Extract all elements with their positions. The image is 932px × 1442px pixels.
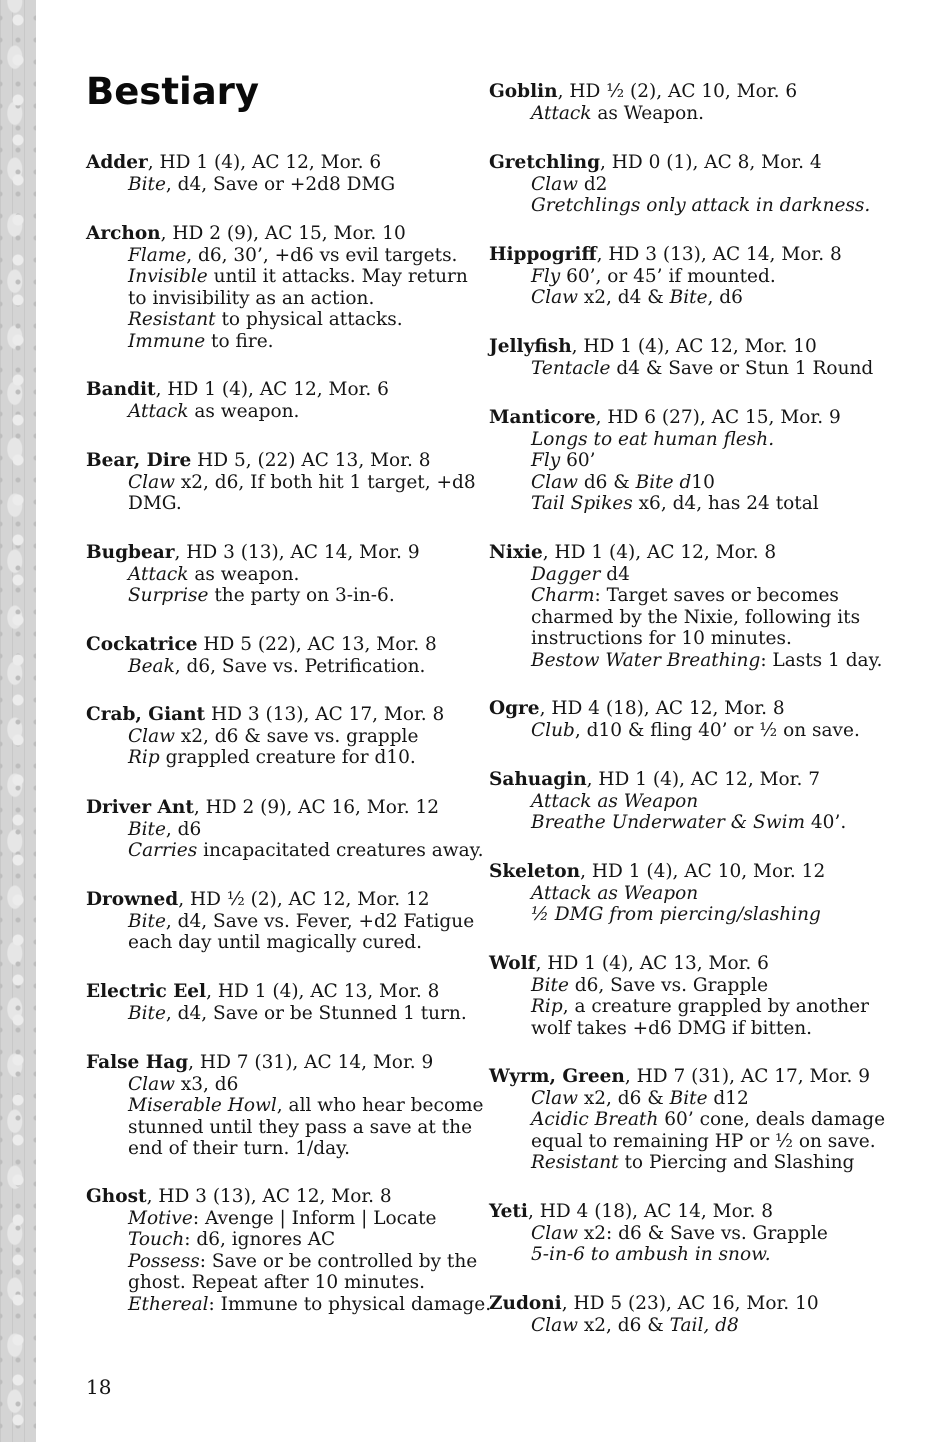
ability-name: Bite bbox=[669, 1087, 708, 1109]
ability-name: Fly bbox=[531, 265, 561, 287]
ability-line bbox=[489, 1244, 828, 1266]
creature-name: Bugbear bbox=[86, 542, 175, 563]
bestiary-entry bbox=[489, 152, 870, 217]
ability-name: Miserable Howl bbox=[128, 1095, 277, 1116]
ability-line bbox=[489, 975, 869, 997]
creature-stats: , HD 4 (18), AC 14, Mor. 8 bbox=[527, 1201, 774, 1222]
ability-name: Claw bbox=[531, 287, 578, 308]
ability-name: Bite bbox=[669, 287, 708, 308]
ability-text: each day until magically cured. bbox=[128, 932, 422, 953]
entry-heading bbox=[489, 861, 825, 883]
entry-heading bbox=[489, 698, 860, 720]
ability-text: as weapon. bbox=[188, 400, 300, 422]
ability-name: Breathe Underwater & Swim bbox=[531, 812, 806, 833]
ability-name: Bite bbox=[531, 974, 569, 996]
ability-name: Claw bbox=[531, 471, 578, 493]
ability-text: , d4, Save or be Stunned 1 turn. bbox=[165, 1002, 467, 1024]
ability-name: Attack bbox=[128, 400, 189, 422]
creature-stats: , HD 3 (13), AC 12, Mor. 8 bbox=[146, 1186, 392, 1207]
ability-text: x2, d6 & save vs. grapple bbox=[174, 725, 419, 747]
bestiary-entry bbox=[86, 223, 468, 352]
creature-name: Manticore bbox=[489, 407, 596, 428]
ability-line bbox=[86, 331, 468, 353]
ability-text: d4 bbox=[600, 563, 630, 585]
entry-heading bbox=[489, 152, 870, 174]
ability-name: Bite d bbox=[635, 471, 692, 493]
ability-text: d6 & bbox=[577, 471, 636, 493]
entry-heading bbox=[489, 769, 846, 791]
ability-name: Attack as Weapon bbox=[531, 882, 699, 904]
creature-stats: , HD 1 (4), AC 13, Mor. 6 bbox=[535, 953, 769, 974]
creature-stats: , HD 2 (9), AC 15, Mor. 10 bbox=[160, 223, 406, 244]
ability-name: Rip bbox=[128, 747, 160, 768]
creature-name: Goblin bbox=[489, 81, 558, 102]
ability-text: until it attacks. May return bbox=[207, 266, 468, 287]
ability-line bbox=[489, 1131, 885, 1153]
creature-name: False Hag bbox=[86, 1052, 189, 1073]
bestiary-entry bbox=[489, 861, 825, 926]
ability-text: to Piercing and Slashing bbox=[618, 1152, 855, 1173]
entry-heading bbox=[86, 981, 467, 1003]
ability-line bbox=[489, 996, 869, 1018]
ability-text: to invisibility as an action. bbox=[128, 287, 375, 309]
ability-text: d6, Save vs. Grapple bbox=[568, 974, 769, 996]
creature-name: Bandit bbox=[86, 379, 156, 400]
creature-stats: , HD 3 (13), AC 14, Mor. 8 bbox=[596, 244, 842, 265]
ability-text: ghost. Repeat after 10 minutes. bbox=[128, 1272, 426, 1293]
page-number: 18 bbox=[86, 1375, 112, 1399]
ability-line bbox=[489, 720, 860, 742]
ability-name: Bite bbox=[128, 173, 166, 195]
ability-name: Acidic Breath bbox=[531, 1109, 659, 1130]
creature-name: Adder bbox=[86, 152, 148, 173]
ability-text: 60’ bbox=[560, 450, 596, 471]
creature-stats: , HD 1 (4), AC 12, Mor. 6 bbox=[147, 152, 382, 173]
creature-stats: , HD ½ (2), AC 12, Mor. 12 bbox=[178, 889, 430, 910]
bestiary-entry bbox=[86, 797, 484, 862]
ability-text: : Target saves or becomes bbox=[594, 585, 839, 606]
ability-name: Bite bbox=[128, 1002, 166, 1024]
creature-name: Yeti bbox=[489, 1201, 528, 1222]
creature-name: Electric Eel bbox=[86, 981, 207, 1002]
ability-text: d12 bbox=[707, 1087, 749, 1109]
ability-text: , d6, 30’, +d6 vs evil targets. bbox=[186, 244, 458, 266]
ability-line bbox=[86, 932, 474, 954]
entry-heading bbox=[86, 152, 395, 174]
creature-name: Driver Ant bbox=[86, 797, 194, 818]
bestiary-entry bbox=[86, 889, 474, 954]
ability-text: to fire. bbox=[205, 330, 274, 352]
ability-text: x2, d4 & bbox=[577, 287, 670, 308]
ability-line bbox=[489, 564, 882, 586]
ability-text: : Lasts 1 day. bbox=[760, 649, 883, 671]
ability-name: Charm bbox=[531, 585, 595, 606]
creature-name: Ghost bbox=[86, 1186, 147, 1207]
bestiary-entry bbox=[489, 1201, 828, 1266]
bestiary-entry bbox=[489, 244, 842, 309]
entry-heading bbox=[489, 1201, 828, 1223]
bestiary-entry bbox=[489, 769, 846, 834]
ability-line bbox=[489, 904, 825, 926]
ability-text: the party on 3-in-6. bbox=[208, 585, 395, 606]
ability-line bbox=[489, 812, 846, 834]
ability-name: Bite bbox=[128, 818, 166, 840]
ability-name: Flame bbox=[128, 244, 187, 266]
bestiary-entry bbox=[489, 81, 797, 124]
ability-text: incapacitated creatures away. bbox=[197, 840, 484, 861]
ability-text: to physical attacks. bbox=[215, 309, 403, 330]
ability-text: grappled creature for d10. bbox=[159, 747, 416, 768]
ability-name: ½ DMG from piercing/slashing bbox=[531, 904, 821, 925]
ability-line bbox=[489, 1109, 885, 1131]
entry-heading bbox=[489, 1293, 819, 1315]
ability-line bbox=[86, 819, 484, 841]
ability-text: wolf takes +d6 DMG if bitten. bbox=[531, 1017, 813, 1039]
ability-line bbox=[86, 1117, 483, 1139]
ability-line bbox=[86, 747, 444, 769]
creature-name: Jellyfish bbox=[489, 336, 572, 357]
entry-heading bbox=[86, 634, 437, 656]
ability-line bbox=[86, 840, 484, 862]
ability-name: Touch bbox=[128, 1229, 185, 1250]
ability-line bbox=[86, 1294, 491, 1316]
ability-text: instructions for 10 minutes. bbox=[531, 628, 792, 649]
ability-name: Claw bbox=[128, 471, 175, 493]
ability-text: x3, d6 bbox=[174, 1073, 239, 1095]
ability-text: end of their turn. 1/day. bbox=[128, 1138, 351, 1159]
entry-heading bbox=[86, 797, 484, 819]
ability-line bbox=[489, 1152, 885, 1174]
ability-line bbox=[489, 266, 842, 288]
ability-line bbox=[489, 1315, 819, 1337]
creature-stats: , HD 1 (4), AC 10, Mor. 12 bbox=[580, 861, 826, 882]
bestiary-entry bbox=[86, 634, 437, 677]
creature-stats: , HD 1 (4), AC 12, Mor. 10 bbox=[571, 336, 817, 357]
ability-text: , all who hear become bbox=[276, 1095, 484, 1116]
ability-name: Dagger bbox=[531, 563, 601, 585]
creature-stats: , HD 5 (23), AC 16, Mor. 10 bbox=[561, 1293, 819, 1314]
ability-text: x2, d6 & bbox=[577, 1314, 670, 1336]
entry-heading bbox=[86, 1186, 491, 1208]
ability-text: equal to remaining HP or ½ on save. bbox=[531, 1130, 876, 1152]
ability-line bbox=[489, 585, 882, 607]
ability-line bbox=[86, 1074, 483, 1096]
entry-heading bbox=[86, 223, 468, 245]
ability-name: 5-in-6 to ambush in snow. bbox=[531, 1244, 771, 1265]
creature-name: Wyrm, Green bbox=[489, 1066, 625, 1087]
bestiary-entry bbox=[86, 981, 467, 1024]
ability-line bbox=[489, 1088, 885, 1110]
creature-name: Cockatrice bbox=[86, 634, 198, 655]
decorative-floral-border bbox=[0, 0, 36, 1442]
bestiary-entry bbox=[489, 1066, 885, 1174]
ability-text: : Immune to physical damage. bbox=[208, 1293, 492, 1315]
creature-name: Crab, Giant bbox=[86, 704, 206, 725]
ability-line bbox=[86, 1229, 491, 1251]
creature-stats: , HD 7 (31), AC 17, Mor. 9 bbox=[624, 1066, 870, 1087]
ability-text: 60’, or 45’ if mounted. bbox=[560, 265, 776, 287]
bestiary-entry bbox=[86, 704, 444, 769]
ability-line bbox=[489, 103, 797, 125]
ability-name: Gretchlings only attack in darkness. bbox=[531, 195, 871, 216]
ability-line bbox=[86, 245, 468, 267]
bestiary-entry bbox=[489, 1293, 819, 1336]
ability-line bbox=[489, 493, 841, 515]
ability-line bbox=[86, 1251, 491, 1273]
ability-line bbox=[86, 493, 476, 515]
ability-name: Club bbox=[531, 719, 575, 741]
creature-stats: , HD ½ (2), AC 10, Mor. 6 bbox=[557, 81, 798, 102]
ability-line bbox=[86, 401, 389, 423]
ability-line bbox=[86, 1003, 467, 1025]
creature-stats: , HD 4 (18), AC 12, Mor. 8 bbox=[539, 698, 785, 719]
ability-line bbox=[86, 1208, 491, 1230]
entry-heading bbox=[489, 1066, 885, 1088]
ability-text: 40’. bbox=[805, 812, 847, 833]
ability-name: Bite bbox=[128, 910, 166, 932]
entry-heading bbox=[489, 407, 841, 429]
ability-line bbox=[86, 266, 468, 288]
bestiary-entry bbox=[86, 542, 420, 607]
ability-text: d4 & Save or Stun 1 Round bbox=[610, 357, 874, 379]
ability-line bbox=[489, 174, 870, 196]
entry-heading bbox=[489, 244, 842, 266]
ability-name: Attack bbox=[128, 563, 189, 585]
ability-text: x2, d6 & bbox=[577, 1087, 670, 1109]
ability-line bbox=[86, 309, 468, 331]
ability-line bbox=[489, 358, 873, 380]
ability-line bbox=[86, 1138, 483, 1160]
ability-text: x6, d4, has 24 total bbox=[632, 493, 819, 514]
ability-text: DMG. bbox=[128, 493, 182, 514]
ability-name: Claw bbox=[128, 725, 175, 747]
ability-text: : d6, ignores AC bbox=[184, 1229, 336, 1250]
ability-name: Bestow Water Breathing bbox=[531, 649, 761, 671]
bestiary-entry bbox=[489, 542, 882, 671]
ability-text: d2 bbox=[577, 173, 608, 195]
ability-name: Claw bbox=[531, 1222, 578, 1244]
ability-line bbox=[489, 287, 842, 309]
ability-line bbox=[489, 450, 841, 472]
ability-name: Resistant bbox=[128, 309, 216, 330]
ability-text: , d10 & fling 40’ or ½ on save. bbox=[574, 719, 860, 741]
ability-name: Fly bbox=[531, 450, 561, 471]
entry-heading bbox=[86, 704, 444, 726]
ability-line bbox=[489, 429, 841, 451]
ability-line bbox=[489, 650, 882, 672]
ability-line bbox=[489, 1223, 828, 1245]
ability-line bbox=[86, 585, 420, 607]
bestiary-entry bbox=[86, 379, 389, 422]
creature-stats: , HD 1 (4), AC 12, Mor. 8 bbox=[542, 542, 777, 563]
bestiary-entry bbox=[489, 407, 841, 515]
ability-text: , a creature grappled by another bbox=[562, 996, 869, 1017]
ability-text: 60’ cone, deals damage bbox=[658, 1109, 886, 1130]
entry-heading bbox=[86, 542, 420, 564]
ability-text: : Avenge | Inform | Locate bbox=[192, 1207, 437, 1229]
creature-stats: HD 3 (13), AC 17, Mor. 8 bbox=[205, 704, 445, 725]
entry-heading bbox=[489, 336, 873, 358]
ability-line bbox=[86, 174, 395, 196]
ability-name: Tail, d8 bbox=[669, 1314, 739, 1336]
ability-name: Attack as Weapon bbox=[531, 790, 699, 812]
bestiary-entry bbox=[489, 698, 860, 741]
creature-stats: , HD 3 (13), AC 14, Mor. 9 bbox=[174, 542, 420, 563]
creature-stats: , HD 6 (27), AC 15, Mor. 9 bbox=[595, 407, 841, 428]
ability-name: Resistant bbox=[531, 1152, 619, 1173]
ability-line bbox=[489, 628, 882, 650]
ability-name: Tail Spikes bbox=[531, 493, 633, 514]
creature-name: Skeleton bbox=[489, 861, 581, 882]
ability-name: Carries bbox=[128, 840, 198, 861]
creature-stats: HD 5, (22) AC 13, Mor. 8 bbox=[191, 450, 431, 471]
ability-text: as Weapon. bbox=[591, 102, 705, 124]
creature-name: Nixie bbox=[489, 542, 543, 563]
bestiary-entry bbox=[86, 450, 476, 515]
ability-line bbox=[86, 911, 474, 933]
ability-name: Rip bbox=[531, 996, 563, 1017]
entry-heading bbox=[489, 81, 797, 103]
creature-stats: , HD 0 (1), AC 8, Mor. 4 bbox=[600, 152, 822, 173]
ability-name: Longs to eat human flesh. bbox=[531, 428, 775, 450]
creature-name: Hippogriff bbox=[489, 244, 597, 265]
creature-name: Wolf bbox=[489, 953, 536, 974]
creature-stats: HD 5 (22), AC 13, Mor. 8 bbox=[197, 634, 437, 655]
ability-text: , d6 bbox=[707, 287, 743, 308]
ability-text: , d4, Save or +2d8 DMG bbox=[165, 173, 396, 195]
bestiary-entry bbox=[86, 152, 395, 195]
creature-name: Sahuagin bbox=[489, 769, 587, 790]
creature-name: Archon bbox=[86, 223, 161, 244]
ability-name: Beak bbox=[128, 655, 175, 677]
entry-heading bbox=[86, 889, 474, 911]
ability-line bbox=[489, 883, 825, 905]
ability-name: Surprise bbox=[128, 585, 209, 606]
ability-text: , d6, Save vs. Petrification. bbox=[174, 655, 426, 677]
creature-name: Gretchling bbox=[489, 152, 601, 173]
ability-name: Motive bbox=[128, 1207, 193, 1229]
entry-heading bbox=[86, 379, 389, 401]
ability-text: 10 bbox=[691, 471, 715, 493]
creature-stats: , HD 7 (31), AC 14, Mor. 9 bbox=[188, 1052, 434, 1073]
ability-text: charmed by the Nixie, following its bbox=[531, 606, 861, 628]
creature-stats: , HD 1 (4), AC 12, Mor. 7 bbox=[586, 769, 821, 790]
entry-heading bbox=[489, 542, 882, 564]
ability-text: : Save or be controlled by the bbox=[199, 1250, 478, 1272]
bestiary-entry bbox=[86, 1052, 483, 1160]
ability-name: Invisible bbox=[128, 266, 208, 287]
page-title: Bestiary bbox=[86, 70, 260, 113]
ability-name: Tentacle bbox=[531, 357, 611, 379]
entry-heading bbox=[86, 450, 476, 472]
ability-text: , d6 bbox=[165, 818, 202, 840]
ability-line bbox=[86, 726, 444, 748]
ability-name: Attack bbox=[531, 102, 592, 124]
creature-stats: , HD 1 (4), AC 13, Mor. 8 bbox=[206, 981, 440, 1002]
ability-line bbox=[489, 1018, 869, 1040]
ability-line bbox=[489, 607, 882, 629]
ability-line bbox=[489, 791, 846, 813]
creature-stats: , HD 1 (4), AC 12, Mor. 6 bbox=[155, 379, 389, 400]
entry-heading bbox=[489, 953, 869, 975]
ability-name: Immune bbox=[128, 330, 206, 352]
ability-name: Ethereal bbox=[128, 1293, 209, 1315]
ability-text: stunned until they pass a save at the bbox=[128, 1116, 473, 1138]
ability-name: Possess bbox=[128, 1250, 200, 1272]
creature-name: Zudoni bbox=[489, 1293, 562, 1314]
ability-text: as weapon. bbox=[188, 563, 300, 585]
ability-line bbox=[489, 195, 870, 217]
entry-heading bbox=[86, 1052, 483, 1074]
ability-name: Claw bbox=[128, 1073, 175, 1095]
creature-name: Bear, Dire bbox=[86, 450, 192, 471]
creature-name: Ogre bbox=[489, 698, 540, 719]
ability-name: Claw bbox=[531, 173, 578, 195]
ability-line bbox=[489, 472, 841, 494]
bestiary-entry bbox=[489, 953, 869, 1039]
ability-text: x2, d6, If both hit 1 target, +d8 bbox=[174, 471, 476, 493]
bestiary-entry bbox=[489, 336, 873, 379]
ability-line bbox=[86, 288, 468, 310]
creature-name: Drowned bbox=[86, 889, 179, 910]
ability-line bbox=[86, 656, 437, 678]
ability-line bbox=[86, 472, 476, 494]
ability-line bbox=[86, 564, 420, 586]
ability-name: Claw bbox=[531, 1314, 578, 1336]
creature-stats: , HD 2 (9), AC 16, Mor. 12 bbox=[193, 797, 439, 818]
ability-text: x2: d6 & Save vs. Grapple bbox=[577, 1222, 828, 1244]
ability-name: Claw bbox=[531, 1087, 578, 1109]
ability-text: , d4, Save vs. Fever, +d2 Fatigue bbox=[165, 910, 475, 932]
ability-line bbox=[86, 1272, 491, 1294]
bestiary-entry bbox=[86, 1186, 491, 1315]
ability-line bbox=[86, 1095, 483, 1117]
